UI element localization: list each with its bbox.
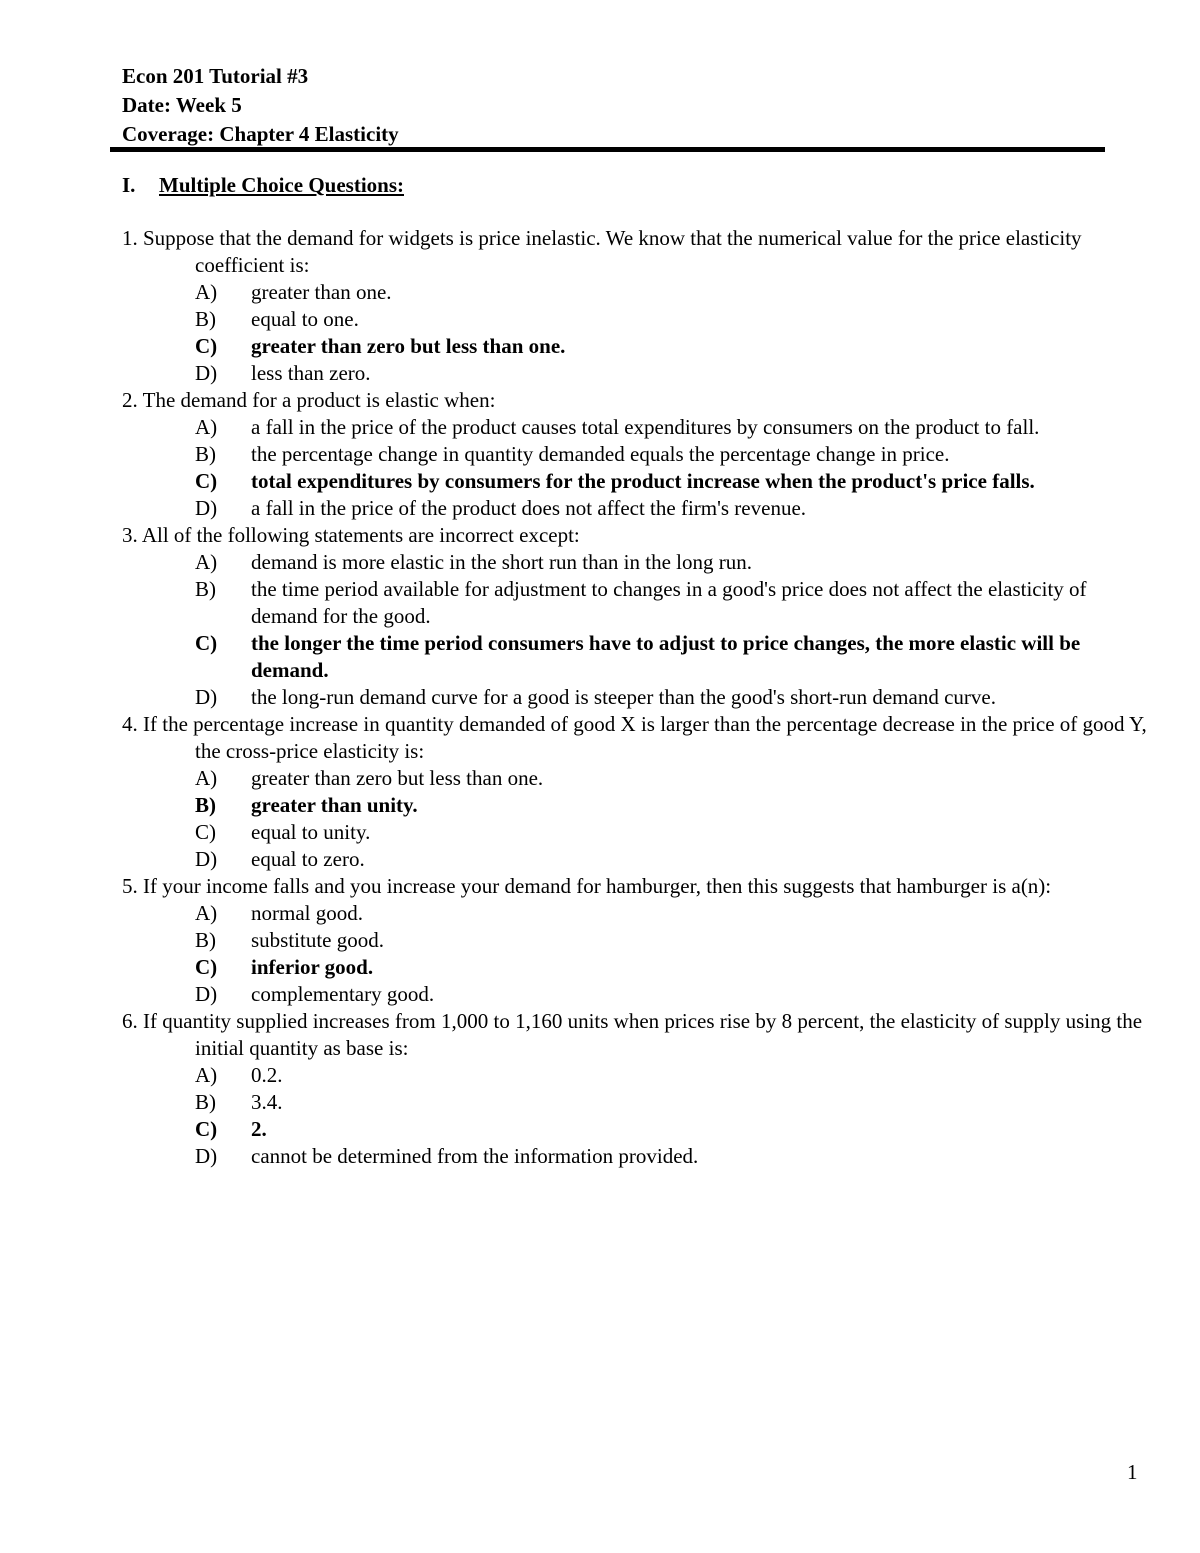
option-text: the percentage change in quantity demanded equals the percentage change in price. [251, 442, 950, 466]
option-letter: D) [195, 685, 218, 709]
question-stem [122, 1008, 1152, 1062]
answer-option [195, 360, 1152, 387]
section-title: Multiple Choice Questions: [159, 173, 404, 197]
answer-option [195, 576, 1152, 630]
question-number: 2. [122, 388, 138, 412]
page-number: 1 [1127, 1460, 1138, 1484]
question-number: 3. [122, 523, 138, 547]
question-number: 6. [122, 1009, 138, 1033]
question-text: If your income falls and you increase your demand for hamburger, then this suggests that hamburger is a(n): [143, 874, 1052, 898]
answer-option-correct [195, 792, 1152, 819]
header-divider [110, 147, 1105, 152]
option-text: less than zero. [251, 361, 371, 385]
question-stem [122, 873, 1152, 900]
option-text: equal to unity. [251, 820, 371, 844]
answer-option [195, 1062, 1152, 1089]
option-letter: C) [195, 820, 216, 844]
option-text: a fall in the price of the product causes total expenditures by consumers on the product to fall. [251, 415, 1040, 439]
answer-option [195, 927, 1152, 954]
answer-option [195, 684, 1152, 711]
question-stem [122, 522, 1152, 549]
question-list [122, 225, 1152, 1170]
question-stem [122, 387, 1152, 414]
option-letter: D) [195, 847, 218, 871]
option-text: greater than unity. [251, 793, 418, 817]
option-letter: D) [195, 1144, 218, 1168]
option-letter: A) [195, 1063, 218, 1087]
option-text: inferior good. [251, 955, 374, 979]
option-letter: B) [195, 928, 216, 952]
option-letter: A) [195, 415, 218, 439]
option-letter: B) [195, 442, 216, 466]
question-block [122, 1008, 1152, 1170]
option-letter: C) [195, 955, 218, 979]
question-block [122, 387, 1152, 522]
option-text: total expenditures by consumers for the product increase when the product's price falls. [251, 469, 1035, 493]
section-number: I. [122, 173, 136, 197]
answer-option [195, 414, 1152, 441]
option-text: the time period available for adjustment to changes in a good's price does not affect the elasticity of demand for the good. [251, 577, 1087, 628]
option-letter: B) [195, 307, 216, 331]
option-text: equal to one. [251, 307, 359, 331]
question-block [122, 225, 1152, 387]
answer-option-correct [195, 630, 1152, 684]
answer-option [195, 765, 1152, 792]
option-letter: A) [195, 280, 218, 304]
option-letter: C) [195, 631, 218, 655]
answer-option [195, 819, 1152, 846]
option-text: complementary good. [251, 982, 435, 1006]
option-text: demand is more elastic in the short run than in the long run. [251, 550, 752, 574]
question-block [122, 522, 1152, 711]
option-letter: B) [195, 793, 216, 817]
answer-option [195, 981, 1152, 1008]
answer-option [195, 279, 1152, 306]
answer-option-correct [195, 468, 1152, 495]
option-text: greater than one. [251, 280, 392, 304]
answer-option-correct [195, 1116, 1152, 1143]
question-block [122, 711, 1152, 873]
option-letter: C) [195, 334, 218, 358]
option-text: 0.2. [251, 1063, 283, 1087]
option-text: substitute good. [251, 928, 385, 952]
question-text: If quantity supplied increases from 1,000 to 1,160 units when prices rise by 8 percent, the elasticity of supply using the initial quantity as base is: [143, 1009, 1143, 1060]
question-number: 4. [122, 712, 138, 736]
option-letter: A) [195, 550, 218, 574]
answer-option [195, 441, 1152, 468]
option-text: a fall in the price of the product does not affect the firm's revenue. [251, 496, 807, 520]
option-letter: D) [195, 982, 218, 1006]
option-text: equal to zero. [251, 847, 365, 871]
option-text: the long-run demand curve for a good is steeper than the good's short-run demand curve. [251, 685, 996, 709]
answer-option-correct [195, 954, 1152, 981]
date-line: Date: Week 5 [122, 93, 242, 117]
option-letter: C) [195, 469, 218, 493]
question-stem [122, 711, 1152, 765]
option-letter: C) [195, 1117, 218, 1141]
answer-option [195, 900, 1152, 927]
answer-option-correct [195, 333, 1152, 360]
section-heading [122, 171, 404, 199]
option-text: greater than zero but less than one. [251, 334, 566, 358]
course-title: Econ 201 Tutorial #3 [122, 64, 309, 88]
question-text: All of the following statements are incorrect except: [141, 523, 580, 547]
question-text: The demand for a product is elastic when: [142, 388, 496, 412]
answer-option [195, 846, 1152, 873]
answer-option [195, 1143, 1152, 1170]
option-text: greater than zero but less than one. [251, 766, 544, 790]
question-text: Suppose that the demand for widgets is price inelastic. We know that the numerical value for the price elasticity coefficient is: [143, 226, 1082, 277]
question-number: 5. [122, 874, 138, 898]
option-text: 3.4. [251, 1090, 283, 1114]
option-letter: D) [195, 496, 218, 520]
question-stem [122, 225, 1152, 279]
question-number: 1. [122, 226, 138, 250]
document-header [122, 62, 399, 149]
answer-option [195, 1089, 1152, 1116]
coverage-line: Coverage: Chapter 4 Elasticity [122, 122, 399, 146]
option-text: cannot be determined from the information provided. [251, 1144, 699, 1168]
option-text: the longer the time period consumers have to adjust to price changes, the more elastic will be demand. [251, 631, 1081, 682]
question-text: If the percentage increase in quantity demanded of good X is larger than the percentage decrease in the price of good Y, the cross-price elasticity is: [143, 712, 1147, 763]
option-text: 2. [251, 1117, 267, 1141]
option-text: normal good. [251, 901, 363, 925]
option-letter: D) [195, 361, 218, 385]
question-block [122, 873, 1152, 1008]
option-letter: B) [195, 1090, 216, 1114]
answer-option [195, 306, 1152, 333]
answer-option [195, 549, 1152, 576]
option-letter: A) [195, 766, 218, 790]
option-letter: A) [195, 901, 218, 925]
answer-option [195, 495, 1152, 522]
option-letter: B) [195, 577, 216, 601]
